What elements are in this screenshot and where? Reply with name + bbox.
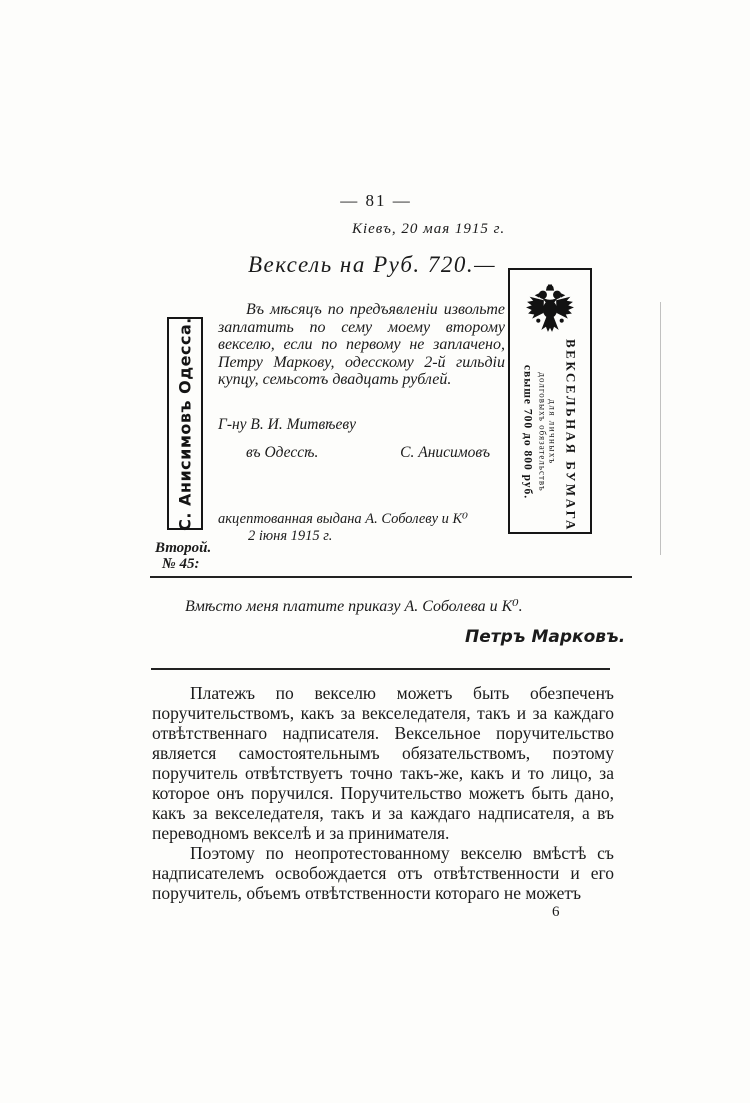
bill-place: въ Одессѣ. (246, 444, 319, 461)
bill-number: № 45: (162, 556, 200, 572)
acceptance-note-line1: акцептованная выдана А. Соболеву и К⁰ (218, 511, 468, 527)
bill-title: Вексель на Руб. 720.— (248, 252, 497, 277)
article-paragraph-1: Платежъ по векселю можетъ быть обезпеченъ поручительствомъ, какъ за векселедателя, такъ и за каждаго отвѣтственнаго надписателя. Вексельное поручительство является самостоятельнымъ обязательствомъ, поэтому поручитель отвѣтствуетъ точно такъ-же, какъ и то лицо, за которое онъ поручился. Поручительство можетъ быть дано, какъ за векселедателя, такъ и за каждаго надписателя, а въ переводномъ векселѣ и за принимателя. (152, 683, 614, 843)
duty-stamp-line3: долговыхъ обязательствъ (537, 372, 548, 492)
bill-body-text: Въ мѣсяцъ по предъявленіи извольте заплатить по сему моему второму векселю, если по первому не заплачено, Петру Маркову, одесскому 2-й гильдіи купцу, семьсотъ двадцать рублей. (218, 301, 505, 388)
gathering-number: 6 (552, 904, 560, 920)
duty-stamp-title: ВЕКСЕЛЬНАЯ БУМАГА (563, 339, 579, 532)
drawer-side-stamp-label: С. Анисимовъ Одесса. (175, 316, 195, 531)
bill-dateline: Кіевъ, 20 мая 1915 г. (352, 221, 506, 237)
article-paragraph-2: Поэтому по неопротестованному векселю вмѣстѣ съ надписателемъ освобождается отъ отвѣтственности и его поручитель, объемъ отвѣтственности котораго не можетъ (152, 843, 614, 903)
bill-addressee: Г-ну В. И. Митвѣеву (218, 416, 356, 433)
imperial-double-headed-eagle-icon (523, 284, 577, 340)
article-body (152, 683, 614, 903)
page-header-number: — 81 — (340, 191, 412, 210)
scan-gutter-artifact (660, 302, 661, 555)
drawer-signature: С. Анисимовъ (400, 444, 490, 461)
separator-rule-bottom (151, 668, 610, 670)
drawer-side-stamp-box (167, 317, 203, 530)
duty-stamp-box (508, 268, 592, 534)
duty-stamp-text (521, 339, 579, 532)
endorsement-signature: Петръ Марковъ. (465, 627, 626, 647)
separator-rule-top (150, 576, 632, 578)
duty-stamp-line2: для личныхъ (547, 399, 558, 465)
bill-copy-label: Второй. (155, 540, 212, 556)
duty-stamp-line4: свыше 700 до 800 руб. (521, 364, 534, 500)
acceptance-note-line2: 2 іюня 1915 г. (248, 528, 333, 544)
bill-place-signature-row (218, 444, 490, 462)
endorsement-text: Вмѣсто меня платите приказу А. Соболева и К⁰. (185, 598, 523, 615)
acceptance-note (218, 511, 468, 545)
